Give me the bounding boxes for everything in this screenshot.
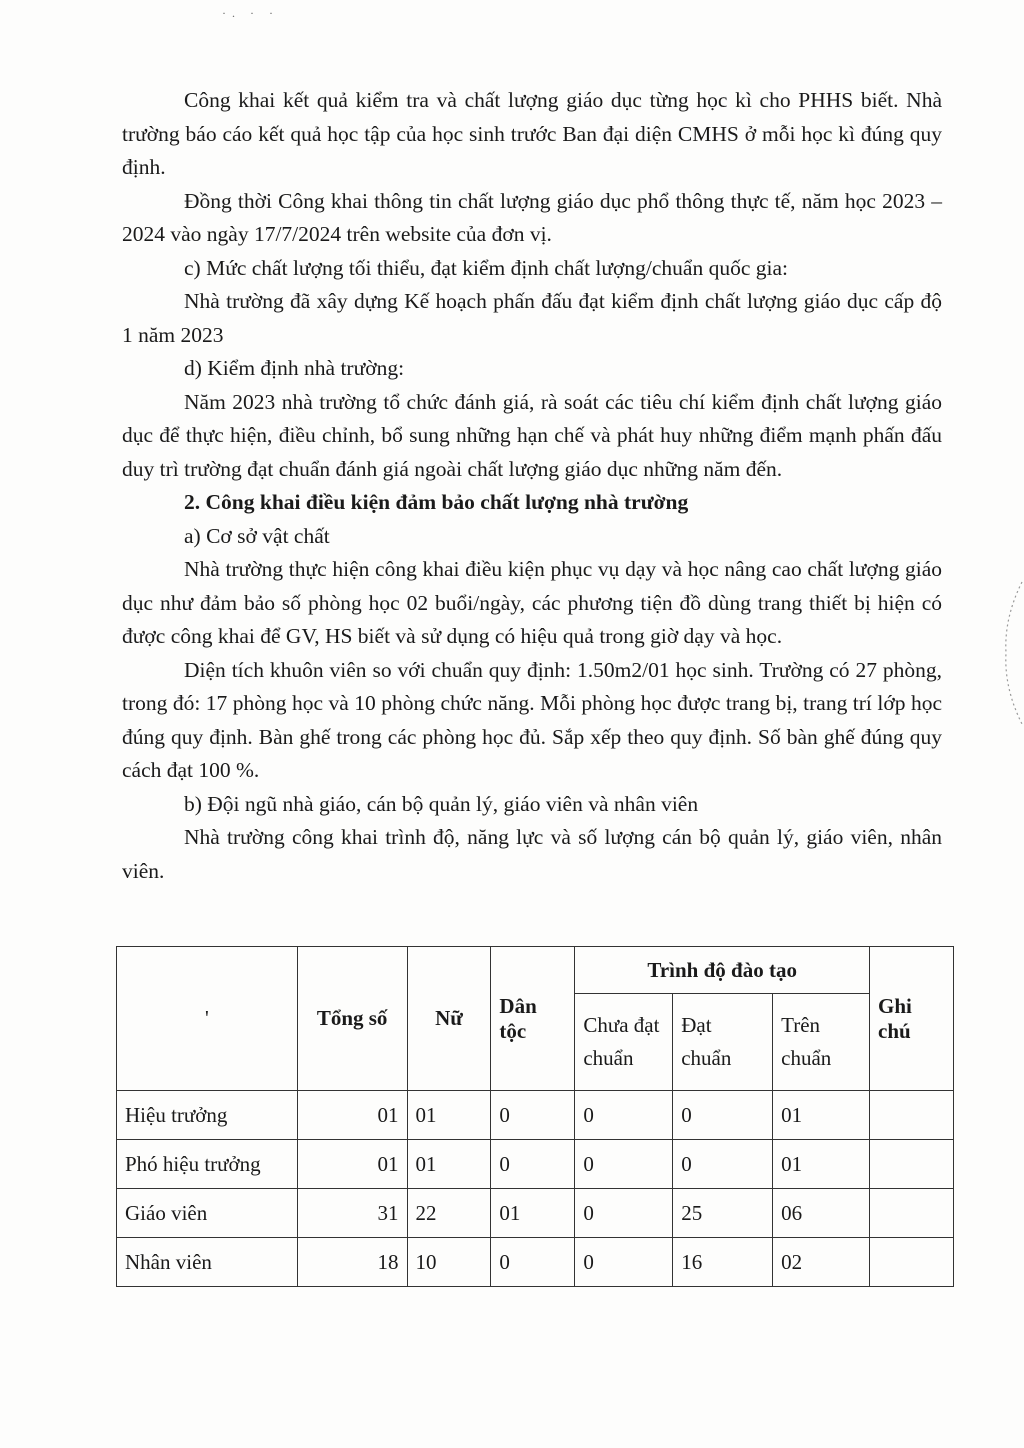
cell-below: 0 — [575, 1091, 673, 1140]
cell-note — [870, 1091, 954, 1140]
cell-ethnic: 0 — [491, 1140, 575, 1189]
cell-total: 18 — [297, 1238, 407, 1287]
cell-female: 01 — [407, 1140, 491, 1189]
table-row — [117, 1238, 954, 1287]
header-female: Nữ — [407, 947, 491, 1091]
cell-above: 06 — [773, 1189, 870, 1238]
scan-mark: ·. · · — [222, 6, 279, 20]
cell-female: 22 — [407, 1189, 491, 1238]
paragraph-facilities: Nhà trường thực hiện công khai điều kiện phục vụ dạy và học nâng cao chất lượng giáo dục như đảm bảo số phòng học 02 buổi/ngày, các phương tiện đồ dùng trang thiết bị hiện có được công khai để GV, HS biết và sử dụng có hiệu quả trong giờ dạy và học. — [122, 557, 942, 648]
cell-standard: 0 — [673, 1140, 773, 1189]
cell-below: 0 — [575, 1238, 673, 1287]
header-total: Tổng số — [297, 947, 407, 1091]
table-row — [117, 1189, 954, 1238]
cell-role: Nhân viên — [117, 1238, 298, 1287]
cell-below: 0 — [575, 1140, 673, 1189]
cell-role: Giáo viên — [117, 1189, 298, 1238]
header-below-standard: Chưa đạt chuẩn — [575, 994, 673, 1091]
header-training-level: Trình độ đào tạo — [575, 947, 870, 994]
cell-female: 01 — [407, 1091, 491, 1140]
paragraph-public-info: Đồng thời Công khai thông tin chất lượng giáo dục phổ thông thực tế, năm học 2023 – 2024 vào ngày 17/7/2024 trên website của đơn vị. — [122, 188, 942, 246]
heading-a-facilities: a) Cơ sở vật chất — [184, 523, 330, 548]
header-note: Ghi chú — [870, 947, 954, 1091]
staff-table — [116, 946, 954, 1287]
cell-below: 0 — [575, 1189, 673, 1238]
cell-standard: 0 — [673, 1091, 773, 1140]
cell-above: 01 — [773, 1140, 870, 1189]
paragraph-accreditation-2023: Năm 2023 nhà trường tổ chức đánh giá, rà soát các tiêu chí kiểm định chất lượng giáo dục để thực hiện, điều chỉnh, bổ sung những hạn chế và phát huy những điểm mạnh phấn đấu duy trì trường đạt chuẩn đánh giá ngoài chất lượng giáo dục những năm đến. — [122, 389, 942, 481]
cell-total: 01 — [297, 1091, 407, 1140]
paragraph-campus-area: Diện tích khuôn viên so với chuẩn quy định: 1.50m2/01 học sinh. Trường có 27 phòng, trong đó: 17 phòng học và 10 phòng chức năng. Mỗi phòng học được trang bị, trang trí lớp học đúng quy định. Bàn ghế trong các phòng học đủ. Sắp xếp theo quy định. Số bàn ghế đúng quy cách đạt 100 %. — [122, 657, 942, 782]
cell-total: 01 — [297, 1140, 407, 1189]
header-ethnic: Dân tộc — [491, 947, 575, 1091]
cell-ethnic: 01 — [491, 1189, 575, 1238]
section-heading-2: 2. Công khai điều kiện đảm bảo chất lượng nhà trường — [184, 490, 689, 514]
stamp-edge-fragment — [996, 578, 1024, 728]
cell-note — [870, 1238, 954, 1287]
cell-above: 02 — [773, 1238, 870, 1287]
cell-above: 01 — [773, 1091, 870, 1140]
paragraph-staff-disclosure: Nhà trường công khai trình độ, năng lực và số lượng cán bộ quản lý, giáo viên, nhân viên. — [122, 825, 942, 883]
cell-total: 31 — [297, 1189, 407, 1238]
cell-standard: 25 — [673, 1189, 773, 1238]
cell-female: 10 — [407, 1238, 491, 1287]
cell-note — [870, 1140, 954, 1189]
heading-d-school-accreditation: d) Kiểm định nhà trường: — [184, 356, 405, 380]
cell-note — [870, 1189, 954, 1238]
cell-role: Phó hiệu trưởng — [117, 1140, 298, 1189]
table-row — [117, 1140, 954, 1189]
heading-c-quality-level: c) Mức chất lượng tối thiểu, đạt kiểm định chất lượng/chuẩn quốc gia: — [184, 255, 789, 280]
cell-ethnic: 0 — [491, 1238, 575, 1287]
cell-standard: 16 — [673, 1238, 773, 1287]
paragraph-accreditation-plan: Nhà trường đã xây dựng Kế hoạch phấn đấu đạt kiểm định chất lượng giáo dục cấp độ 1 năm 2023 — [122, 289, 942, 347]
header-above-standard: Trên chuẩn — [773, 994, 870, 1091]
staff-table-wrapper — [116, 946, 954, 1287]
header-standard: Đạt chuẩn — [673, 994, 773, 1091]
stamp-arc-icon — [996, 578, 1024, 728]
cell-ethnic: 0 — [491, 1091, 575, 1140]
body-text — [122, 84, 942, 888]
cell-role: Hiệu trưởng — [117, 1091, 298, 1140]
heading-b-staff: b) Đội ngũ nhà giáo, cán bộ quản lý, giáo viên và nhân viên — [184, 791, 699, 816]
paragraph-public-results: Công khai kết quả kiểm tra và chất lượng giáo dục từng học kì cho PHHS biết. Nhà trường báo cáo kết quả học tập của học sinh trước Ban đại diện CMHS ở mỗi học kì đúng quy định. — [122, 88, 942, 179]
header-role: ' — [117, 947, 298, 1091]
table-row — [117, 1091, 954, 1140]
